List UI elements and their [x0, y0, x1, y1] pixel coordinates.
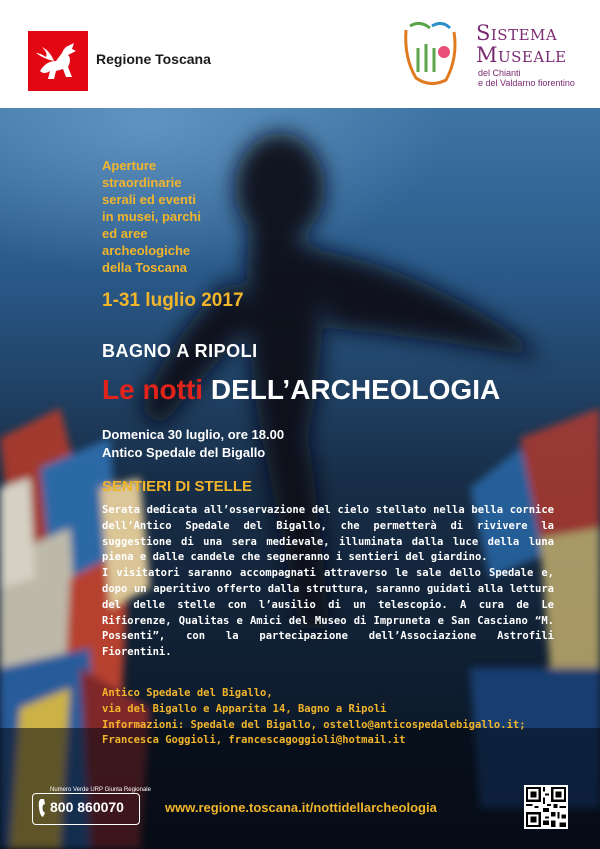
event-subtitle: SENTIERI DI STELLE [102, 478, 253, 495]
intro-line: della Toscana [102, 260, 188, 275]
pegasus-icon [28, 31, 88, 91]
intro-line: serali ed eventi [102, 192, 196, 207]
venue-info [102, 686, 562, 749]
museum-system-sub-line1: del Chianti [478, 68, 521, 78]
event-when: Domenica 30 luglio, ore 18.00 [102, 427, 285, 442]
intro-text [102, 157, 242, 276]
qr-code[interactable] [524, 785, 568, 829]
header-bar [0, 0, 600, 108]
sistema-museale-logo [400, 18, 460, 90]
description-paragraph: Serata dedicata all’osservazione del cielo stellato nella bella cornice dell’Antico Spedale del Bigallo, che permetterà di rivivere la suggestione di una sera medievale, illuminata dalla luce della luna piena e dalle candele che segneranno i sentieri del giardino. [102, 504, 554, 564]
region-name: Regione Toscana [96, 51, 211, 67]
intro-line: ed aree [102, 226, 148, 241]
venue-line[interactable]: Francesca Goggioli, francescagoggioli@hotmail.it [102, 734, 406, 747]
intro-line: straordinarie [102, 175, 182, 190]
intro-line: in musei, parchi [102, 209, 201, 224]
website-link[interactable]: www.regione.toscana.it/nottidellarcheologia [165, 800, 437, 815]
museum-system-title [476, 22, 567, 66]
venue-line: Antico Spedale del Bigallo, [102, 687, 273, 699]
event-dates: 1-31 luglio 2017 [102, 290, 244, 311]
intro-line: archeologiche [102, 243, 191, 258]
museum-system-subtitle [478, 68, 575, 88]
description-paragraph: I visitatori saranno accompagnati attraverso le sale dello Spedale e, dopo un aperitivo offerto dalla struttura, saranno guidati alla lettura del delle stelle con l’ausilio di un telescopio. A cura de Le Rifiorenze, Qualitas e Amici del Museo di Impruneta e San Casciano “M. Possenti”, con la partecipazione dell’Associazione Astrofili Fiorentini. [102, 567, 554, 659]
city-name: BAGNO A RIPOLI [102, 341, 258, 361]
intro-line: Aperture [102, 158, 157, 173]
event-description [102, 503, 554, 661]
museum-system-title-line1: Sistema [476, 21, 558, 45]
museum-system-sub-line2: e del Valdarno fiorentino [478, 78, 575, 88]
phone-icon [38, 798, 50, 818]
title-part2: DELL’ARCHEOLOGIA [210, 374, 501, 405]
event-details [102, 426, 284, 462]
museum-system-title-line2: Museale [476, 43, 567, 67]
title-part1: Le notti [102, 374, 204, 405]
regione-toscana-logo [28, 31, 88, 91]
phone-label: Numero Verde URP Giunta Regionale [50, 787, 151, 793]
event-title [102, 374, 500, 406]
venue-line[interactable]: Informazioni: Spedale del Bigallo, ostello@anticospedalebigallo.it; [102, 718, 526, 731]
venue-line: via del Bigallo e Apparita 14, Bagno a Ripoli [102, 702, 387, 715]
event-where: Antico Spedale del Bigallo [102, 445, 266, 460]
phone-number[interactable]: 800 860070 [50, 799, 124, 815]
